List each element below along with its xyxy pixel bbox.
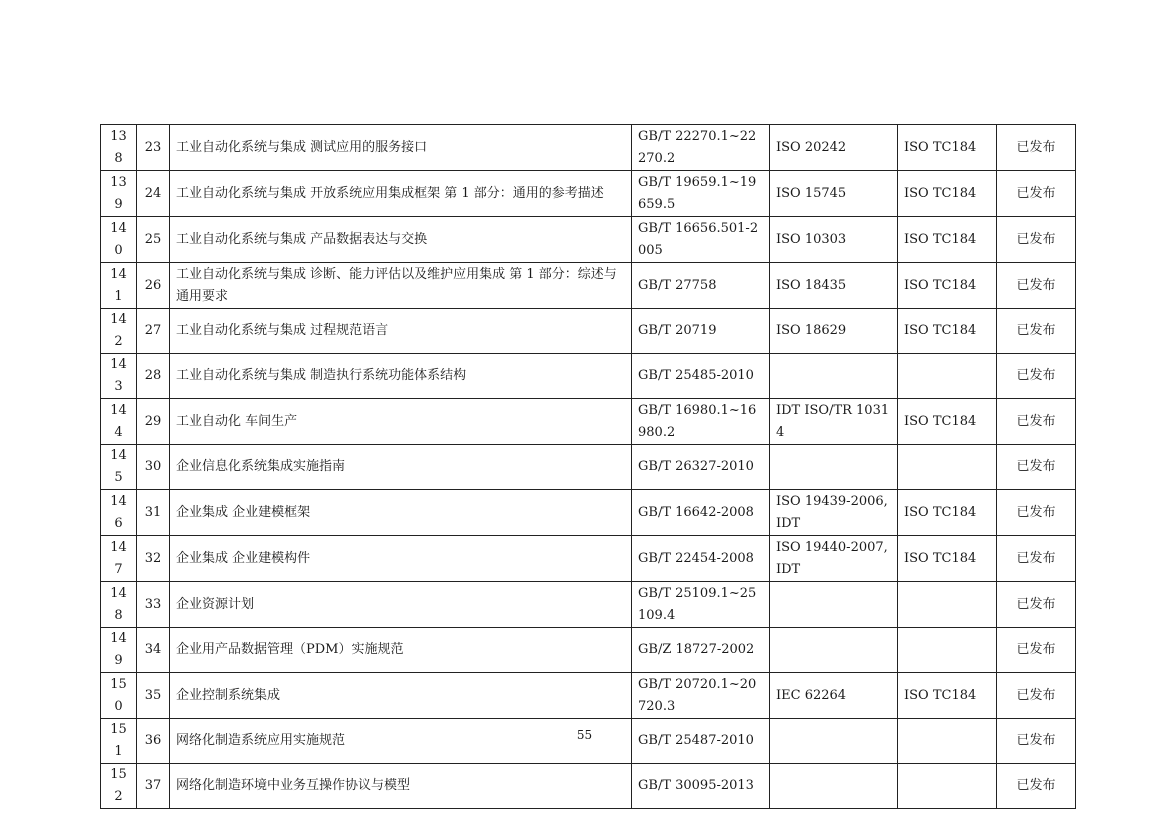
row-index: 140 bbox=[101, 217, 137, 263]
status: 已发布 bbox=[997, 673, 1076, 719]
standards-table bbox=[100, 124, 1076, 809]
technical-committee: ISO TC184 bbox=[898, 673, 997, 719]
standard-name: 企业资源计划 bbox=[170, 582, 632, 628]
technical-committee: ISO TC184 bbox=[898, 536, 997, 582]
status: 已发布 bbox=[997, 354, 1076, 399]
table-row bbox=[101, 628, 1076, 673]
standard-name: 网络化制造环境中业务互操作协议与模型 bbox=[170, 764, 632, 809]
row-sub-index: 36 bbox=[137, 719, 170, 764]
status: 已发布 bbox=[997, 582, 1076, 628]
international-standard bbox=[770, 764, 898, 809]
standard-name: 企业用产品数据管理（PDM）实施规范 bbox=[170, 628, 632, 673]
status: 已发布 bbox=[997, 263, 1076, 309]
standard-number: GB/T 22270.1~22270.2 bbox=[632, 125, 770, 171]
standard-number: GB/T 19659.1~19659.5 bbox=[632, 171, 770, 217]
row-sub-index: 32 bbox=[137, 536, 170, 582]
row-sub-index: 26 bbox=[137, 263, 170, 309]
table-row bbox=[101, 309, 1076, 354]
table-row bbox=[101, 445, 1076, 490]
technical-committee: ISO TC184 bbox=[898, 399, 997, 445]
standard-number: GB/T 16642-2008 bbox=[632, 490, 770, 536]
row-index: 142 bbox=[101, 309, 137, 354]
row-index: 138 bbox=[101, 125, 137, 171]
standard-name: 工业自动化系统与集成 产品数据表达与交换 bbox=[170, 217, 632, 263]
row-sub-index: 28 bbox=[137, 354, 170, 399]
standard-name: 工业自动化系统与集成 制造执行系统功能体系结构 bbox=[170, 354, 632, 399]
standard-number: GB/T 22454-2008 bbox=[632, 536, 770, 582]
status: 已发布 bbox=[997, 309, 1076, 354]
international-standard bbox=[770, 445, 898, 490]
standard-number: GB/Z 18727-2002 bbox=[632, 628, 770, 673]
status: 已发布 bbox=[997, 719, 1076, 764]
standard-name: 企业信息化系统集成实施指南 bbox=[170, 445, 632, 490]
international-standard: ISO 19440-2007,IDT bbox=[770, 536, 898, 582]
table-row bbox=[101, 536, 1076, 582]
technical-committee: ISO TC184 bbox=[898, 490, 997, 536]
table-row bbox=[101, 217, 1076, 263]
standard-name: 工业自动化系统与集成 诊断、能力评估以及维护应用集成 第 1 部分：综述与通用要求 bbox=[170, 263, 632, 309]
standard-name: 工业自动化 车间生产 bbox=[170, 399, 632, 445]
standard-name: 企业控制系统集成 bbox=[170, 673, 632, 719]
status: 已发布 bbox=[997, 171, 1076, 217]
standard-name: 工业自动化系统与集成 开放系统应用集成框架 第 1 部分：通用的参考描述 bbox=[170, 171, 632, 217]
row-index: 144 bbox=[101, 399, 137, 445]
row-sub-index: 24 bbox=[137, 171, 170, 217]
row-index: 149 bbox=[101, 628, 137, 673]
standard-name: 网络化制造系统应用实施规范 bbox=[170, 719, 632, 764]
row-sub-index: 23 bbox=[137, 125, 170, 171]
standard-number: GB/T 20720.1~20720.3 bbox=[632, 673, 770, 719]
standard-number: GB/T 26327-2010 bbox=[632, 445, 770, 490]
technical-committee: ISO TC184 bbox=[898, 309, 997, 354]
row-index: 145 bbox=[101, 445, 137, 490]
row-sub-index: 25 bbox=[137, 217, 170, 263]
international-standard: IDT ISO/TR 10314 bbox=[770, 399, 898, 445]
technical-committee bbox=[898, 354, 997, 399]
row-index: 146 bbox=[101, 490, 137, 536]
international-standard: IEC 62264 bbox=[770, 673, 898, 719]
row-index: 150 bbox=[101, 673, 137, 719]
row-sub-index: 35 bbox=[137, 673, 170, 719]
standard-number: GB/T 25485-2010 bbox=[632, 354, 770, 399]
table-row bbox=[101, 263, 1076, 309]
technical-committee: ISO TC184 bbox=[898, 171, 997, 217]
international-standard bbox=[770, 354, 898, 399]
row-sub-index: 29 bbox=[137, 399, 170, 445]
page-number: 55 bbox=[576, 728, 593, 742]
table-row bbox=[101, 764, 1076, 809]
table-row bbox=[101, 399, 1076, 445]
status: 已发布 bbox=[997, 399, 1076, 445]
international-standard bbox=[770, 582, 898, 628]
status: 已发布 bbox=[997, 445, 1076, 490]
standard-name: 企业集成 企业建模框架 bbox=[170, 490, 632, 536]
standard-number: GB/T 20719 bbox=[632, 309, 770, 354]
technical-committee bbox=[898, 582, 997, 628]
technical-committee bbox=[898, 445, 997, 490]
standard-name: 企业集成 企业建模构件 bbox=[170, 536, 632, 582]
standard-number: GB/T 16656.501-2005 bbox=[632, 217, 770, 263]
row-index: 143 bbox=[101, 354, 137, 399]
table-row bbox=[101, 673, 1076, 719]
table-row bbox=[101, 582, 1076, 628]
table-row bbox=[101, 125, 1076, 171]
row-sub-index: 34 bbox=[137, 628, 170, 673]
row-sub-index: 27 bbox=[137, 309, 170, 354]
row-index: 141 bbox=[101, 263, 137, 309]
row-sub-index: 33 bbox=[137, 582, 170, 628]
standard-number: GB/T 25109.1~25109.4 bbox=[632, 582, 770, 628]
technical-committee bbox=[898, 764, 997, 809]
international-standard: ISO 10303 bbox=[770, 217, 898, 263]
status: 已发布 bbox=[997, 628, 1076, 673]
status: 已发布 bbox=[997, 490, 1076, 536]
international-standard: ISO 18629 bbox=[770, 309, 898, 354]
row-index: 152 bbox=[101, 764, 137, 809]
status: 已发布 bbox=[997, 764, 1076, 809]
standard-name: 工业自动化系统与集成 测试应用的服务接口 bbox=[170, 125, 632, 171]
technical-committee: ISO TC184 bbox=[898, 217, 997, 263]
international-standard: ISO 20242 bbox=[770, 125, 898, 171]
international-standard: ISO 15745 bbox=[770, 171, 898, 217]
standard-number: GB/T 27758 bbox=[632, 263, 770, 309]
row-sub-index: 37 bbox=[137, 764, 170, 809]
standard-number: GB/T 16980.1~16980.2 bbox=[632, 399, 770, 445]
row-index: 139 bbox=[101, 171, 137, 217]
status: 已发布 bbox=[997, 217, 1076, 263]
technical-committee bbox=[898, 628, 997, 673]
row-sub-index: 31 bbox=[137, 490, 170, 536]
standard-name: 工业自动化系统与集成 过程规范语言 bbox=[170, 309, 632, 354]
table-row bbox=[101, 171, 1076, 217]
international-standard: ISO 19439-2006,IDT bbox=[770, 490, 898, 536]
row-sub-index: 30 bbox=[137, 445, 170, 490]
row-index: 147 bbox=[101, 536, 137, 582]
technical-committee: ISO TC184 bbox=[898, 263, 997, 309]
row-index: 148 bbox=[101, 582, 137, 628]
status: 已发布 bbox=[997, 125, 1076, 171]
technical-committee: ISO TC184 bbox=[898, 125, 997, 171]
standard-number: GB/T 25487-2010 bbox=[632, 719, 770, 764]
international-standard bbox=[770, 628, 898, 673]
table-row bbox=[101, 490, 1076, 536]
standard-number: GB/T 30095-2013 bbox=[632, 764, 770, 809]
table-row bbox=[101, 354, 1076, 399]
international-standard: ISO 18435 bbox=[770, 263, 898, 309]
row-index: 151 bbox=[101, 719, 137, 764]
status: 已发布 bbox=[997, 536, 1076, 582]
